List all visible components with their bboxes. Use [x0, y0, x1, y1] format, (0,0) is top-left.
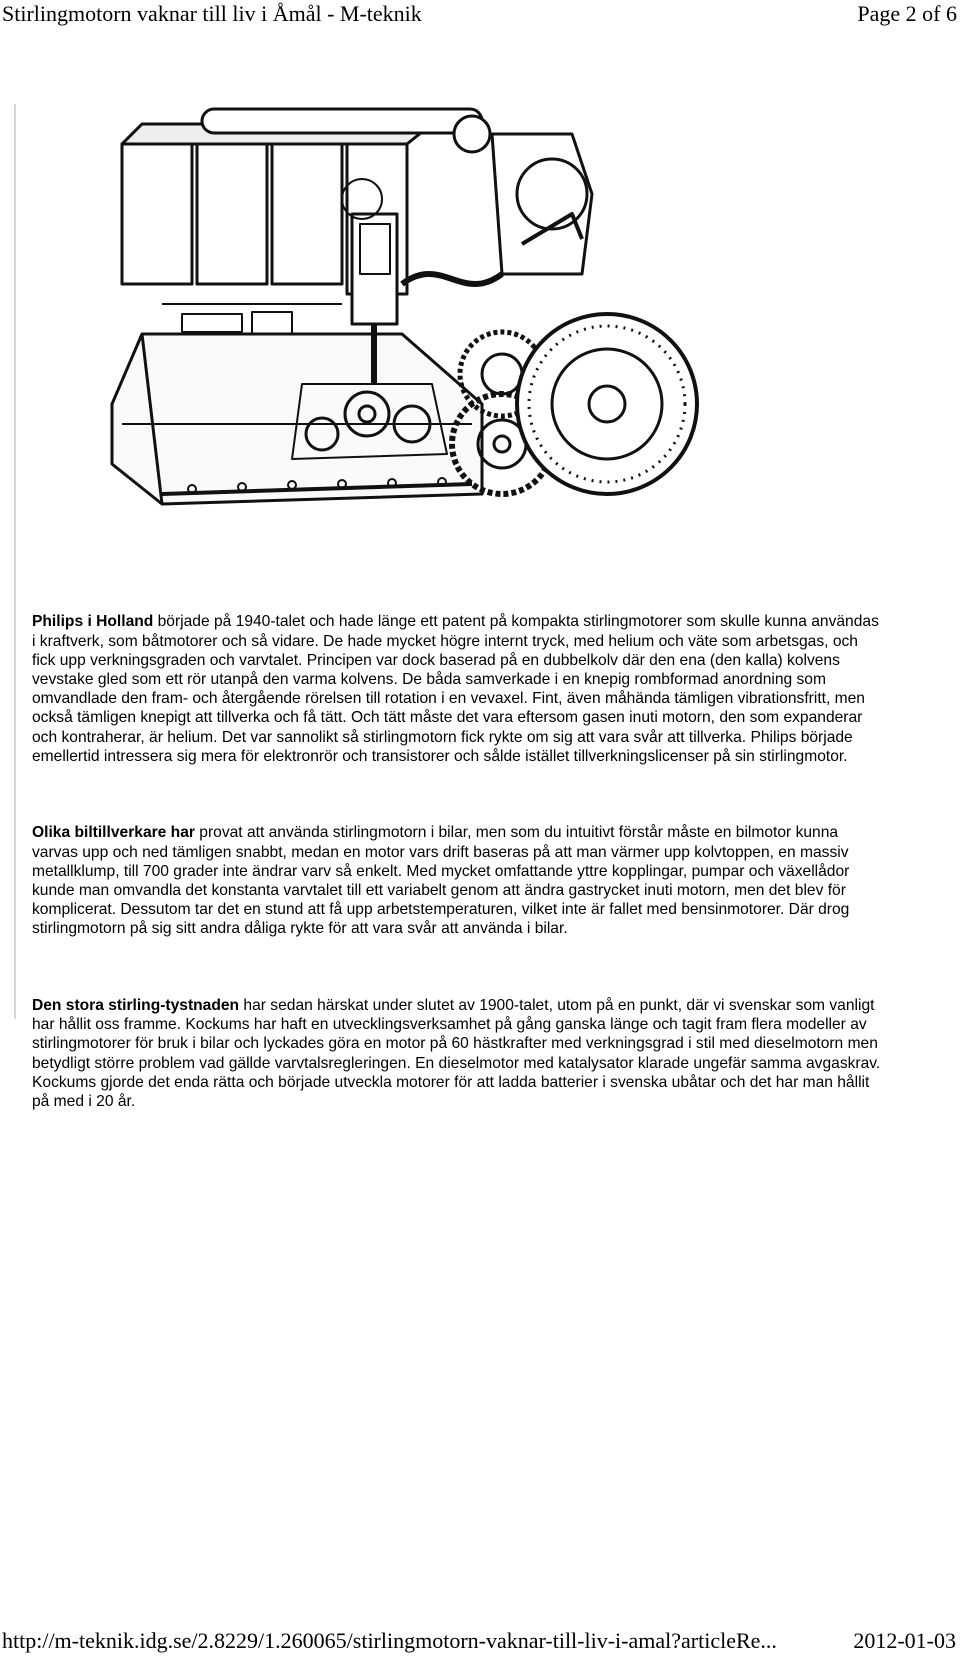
paragraph-lead: Olika biltillverkare har	[32, 824, 195, 842]
page-footer	[0, 1628, 960, 1656]
text-line: vevstake gled som ett rör utanpå den varma kolvens. De båda samverkade i en knepig rombformad anordning som	[32, 671, 826, 689]
stirling-engine-illustration	[102, 104, 702, 554]
article-content	[14, 104, 960, 1111]
text-line: i kraftverk, som båtmotorer och så vidare. De hade mycket högre internt tryck, med helium och väte som arbetsgas, och	[32, 632, 858, 650]
article-body	[32, 574, 960, 1169]
page-number: Page 2 of 6	[857, 1, 957, 26]
paragraph-biltillverkare	[32, 823, 960, 938]
text-line: metallklump, till 700 grader inte ändrar varv så enkelt. Med mycket omfattande yttre kopplingar, pumpar och växellådor	[32, 862, 850, 880]
text-line: komplicerat. Dessutom tar det en stund att få upp arbetstemperaturen, vilket inte är fallet med bensinmotorer. Där drog	[32, 901, 850, 919]
page-header	[0, 0, 960, 30]
text-line: varvas upp och ned tämligen snabbt, medan en motor vars drift baseras på att man värmer upp kolvtoppen, en massiv	[32, 843, 849, 861]
text-line: kunde man omvandla det konstanta varvtalet till ett variabelt genom att ändra gastrycket inuti motorn, men det blev för	[32, 882, 846, 900]
paragraph-lead: Den stora stirling-tystnaden	[32, 997, 240, 1015]
source-url: http://m-teknik.idg.se/2.8229/1.260065/stirlingmotorn-vaknar-till-liv-i-amal?articleRe...	[2, 1628, 777, 1653]
paragraph-philips	[32, 612, 960, 766]
text-line: stirlingmotorer för bruk i bilar och lyckades göra en motor på 60 hästkrafter med verkningsgrad i stil med dieselmotorn men	[32, 1035, 878, 1053]
text-line: emellertid intressera sig mera för elektronrör och transistorer och sålde istället tillverkningslicenser på sin stirlingmotor.	[32, 747, 848, 765]
document-title: Stirlingmotorn vaknar till liv i Åmål - M-teknik	[2, 1, 422, 26]
text-line: har hållit oss framme. Kockums har haft en utvecklingsverksamhet på gång ganska länge och tagit fram flera modeller av	[32, 1016, 867, 1034]
paragraph-tystnaden	[32, 996, 960, 1111]
text-line: stirlingmotorn på sig sitt andra dåliga rykte för att vara svår att använda i bilar.	[32, 920, 568, 938]
text-line: Kockums gjorde det enda rätta och började utveckla motorer för att ladda batterier i svenska ubåtar och det har man hållit	[32, 1073, 870, 1091]
text-line: har sedan härskat under slutet av 1900-talet, utom på en punkt, där vi svenskar som vanligt	[239, 997, 875, 1015]
text-line: började på 1940-talet och hade länge ett patent på kompakta stirlingmotorer som skulle kunna användas	[153, 613, 879, 631]
print-date: 2012-01-03	[853, 1628, 956, 1653]
text-line: omvandlade den fram- och återgående rörelsen till rotation i en vevaxel. Fint, även måhända tämligen vibrationsfritt, men	[32, 690, 865, 708]
text-line: på med i 20 år.	[32, 1093, 136, 1111]
text-line: och kontraherar, är helium. Det var sannolikt så stirlingmotorn fick rykte om sig att vara svår att tillverka. Philips började	[32, 728, 853, 746]
text-line: betydligt större problem vad gällde varvtalsregleringen. En dieselmotor med katalysator klarade ungefär samma avgaskrav.	[32, 1054, 881, 1072]
text-line: provat att använda stirlingmotorn i bilar, men som du intuitivt förstår måste en bilmotor kunna	[194, 824, 839, 842]
text-line: fick upp verkningsgraden och varvtalet. Principen var dock baserad på en dubbelkolv där den ena (den kalla) kolvens	[32, 651, 840, 669]
text-line: också tämligen knepigt att tillverka och få tätt. Och tätt måste det vara eftersom gasen inuti motorn, den som expanderar	[32, 709, 863, 727]
paragraph-lead: Philips i Holland	[32, 613, 154, 631]
